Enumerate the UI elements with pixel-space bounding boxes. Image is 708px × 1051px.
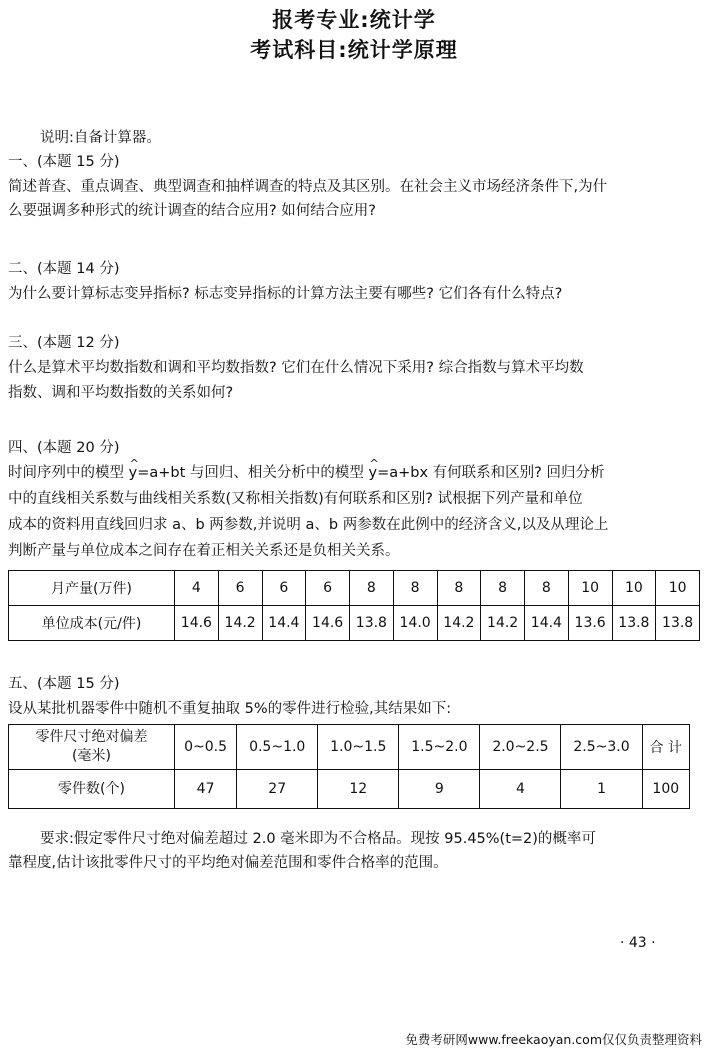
question-5-heading: 五、(本题 15 分) bbox=[8, 676, 120, 692]
table-cell: 14.2 bbox=[481, 606, 525, 641]
row-label-deviation bbox=[9, 725, 175, 770]
table-cell: 9 bbox=[399, 770, 480, 809]
table-cell: 14.6 bbox=[306, 606, 350, 641]
part-deviation-table bbox=[8, 724, 690, 809]
table-cell: 12 bbox=[318, 770, 399, 809]
table-cell: 10 bbox=[656, 571, 700, 606]
table-cell: 8 bbox=[481, 571, 525, 606]
output-cost-table bbox=[8, 570, 700, 641]
table-row-deviation bbox=[9, 725, 690, 770]
table-cell: 14.4 bbox=[525, 606, 569, 641]
question-2-text-line: 为什么要计算标志变异指标? 标志变异指标的计算方法主要有哪些? 它们各有什么特点? bbox=[8, 286, 563, 302]
table-cell: 1.0~1.5 bbox=[318, 725, 399, 770]
question-3-text-line: 什么是算术平均数指数和调和平均数指数? 它们在什么情况下采用? 综合指数与算术平均数 bbox=[8, 360, 584, 376]
row-label-count: 零件数(个) bbox=[9, 770, 175, 809]
table-cell: 14.4 bbox=[262, 606, 306, 641]
question-4-text-a: 时间序列中的模型 bbox=[8, 465, 129, 481]
question-4-text-line: 成本的资料用直线回归求 a、b 两参数,并说明 a、b 两参数在此例中的经济含义,以及从理论上 bbox=[8, 517, 609, 533]
table-cell: 47 bbox=[175, 770, 237, 809]
table-cell: 10 bbox=[568, 571, 612, 606]
table-cell: 100 bbox=[642, 770, 689, 809]
header-subject: 考试科目:统计学原理 bbox=[250, 38, 458, 62]
table-cell: 0~0.5 bbox=[175, 725, 237, 770]
question-4-text-line: 判断产量与单位成本之间存在着正相关关系还是负相关关系。 bbox=[8, 543, 400, 559]
question-3-heading: 三、(本题 12 分) bbox=[8, 335, 120, 351]
row-label-deviation-a: 零件尺寸绝对偏差 bbox=[35, 729, 148, 745]
table-cell: 27 bbox=[237, 770, 318, 809]
table-cell: 6 bbox=[262, 571, 306, 606]
row-label-unit-cost: 单位成本(元/件) bbox=[9, 606, 175, 641]
question-1-heading: 一、(本题 15 分) bbox=[8, 154, 120, 170]
question-2-heading: 二、(本题 14 分) bbox=[8, 261, 120, 277]
table-cell: 1.5~2.0 bbox=[399, 725, 480, 770]
table-row-unit-cost bbox=[9, 606, 700, 641]
question-4-text-line: 中的直线相关系数与曲线相关系数(又称相关指数)有何联系和区别? 试根据下列产量和单位 bbox=[8, 491, 583, 507]
table-cell: 14.2 bbox=[437, 606, 481, 641]
question-4-text-line bbox=[8, 463, 700, 483]
table-cell: 8 bbox=[393, 571, 437, 606]
page-number: · 43 · bbox=[620, 935, 656, 951]
instructions-note: 说明:自备计算器。 bbox=[40, 130, 161, 146]
table-cell: 13.8 bbox=[612, 606, 656, 641]
table-row-output bbox=[9, 571, 700, 606]
table-cell: 14.0 bbox=[393, 606, 437, 641]
table-row-count bbox=[9, 770, 690, 809]
question-5-requirement-line: 靠程度,估计该批零件尺寸的平均绝对偏差范围和零件合格率的范围。 bbox=[8, 855, 448, 871]
table-cell: 0.5~1.0 bbox=[237, 725, 318, 770]
y-hat-symbol: ^ y bbox=[369, 463, 378, 483]
table-cell: 13.8 bbox=[350, 606, 394, 641]
footer-watermark-text: 免费考研网www.freekaoyan.com仅仅负责整理资料 bbox=[405, 1032, 702, 1047]
table-cell: 14.2 bbox=[218, 606, 262, 641]
question-5-requirement-line: 要求:假定零件尺寸绝对偏差超过 2.0 毫米即为不合格品。现按 95.45%(t=2)的概率可 bbox=[40, 831, 596, 847]
table-cell: 合 计 bbox=[642, 725, 689, 770]
table-cell: 8 bbox=[525, 571, 569, 606]
table-cell: 6 bbox=[306, 571, 350, 606]
table-cell: 13.8 bbox=[656, 606, 700, 641]
header-major: 报考专业:统计学 bbox=[272, 8, 436, 32]
table-cell: 8 bbox=[350, 571, 394, 606]
table-cell: 13.6 bbox=[568, 606, 612, 641]
question-1-text-line: 简述普查、重点调查、典型调查和抽样调查的特点及其区别。在社会主义市场经济条件下,为什 bbox=[8, 179, 608, 195]
question-4-text-c: =a+bx 有何联系和区别? 回归分析 bbox=[377, 465, 605, 481]
table-cell: 4 bbox=[175, 571, 219, 606]
table-cell: 10 bbox=[612, 571, 656, 606]
row-label-output: 月产量(万件) bbox=[9, 571, 175, 606]
table-cell: 1 bbox=[561, 770, 642, 809]
table-cell: 4 bbox=[480, 770, 561, 809]
question-5-text-line: 设从某批机器零件中随机不重复抽取 5%的零件进行检验,其结果如下: bbox=[8, 701, 452, 717]
table-cell: 8 bbox=[437, 571, 481, 606]
table-cell: 14.6 bbox=[175, 606, 219, 641]
row-label-deviation-b: (毫米) bbox=[72, 748, 111, 764]
question-1-text-line: 么要强调多种形式的统计调查的结合应用? 如何结合应用? bbox=[8, 203, 376, 219]
table-cell: 2.0~2.5 bbox=[480, 725, 561, 770]
table-cell: 2.5~3.0 bbox=[561, 725, 642, 770]
question-4-heading: 四、(本题 20 分) bbox=[8, 440, 120, 456]
question-4-text-b: =a+bt 与回归、相关分析中的模型 bbox=[137, 465, 369, 481]
table-cell: 6 bbox=[218, 571, 262, 606]
y-hat-symbol: ^ y bbox=[129, 463, 138, 483]
question-3-text-line: 指数、调和平均数指数的关系如何? bbox=[8, 385, 234, 401]
